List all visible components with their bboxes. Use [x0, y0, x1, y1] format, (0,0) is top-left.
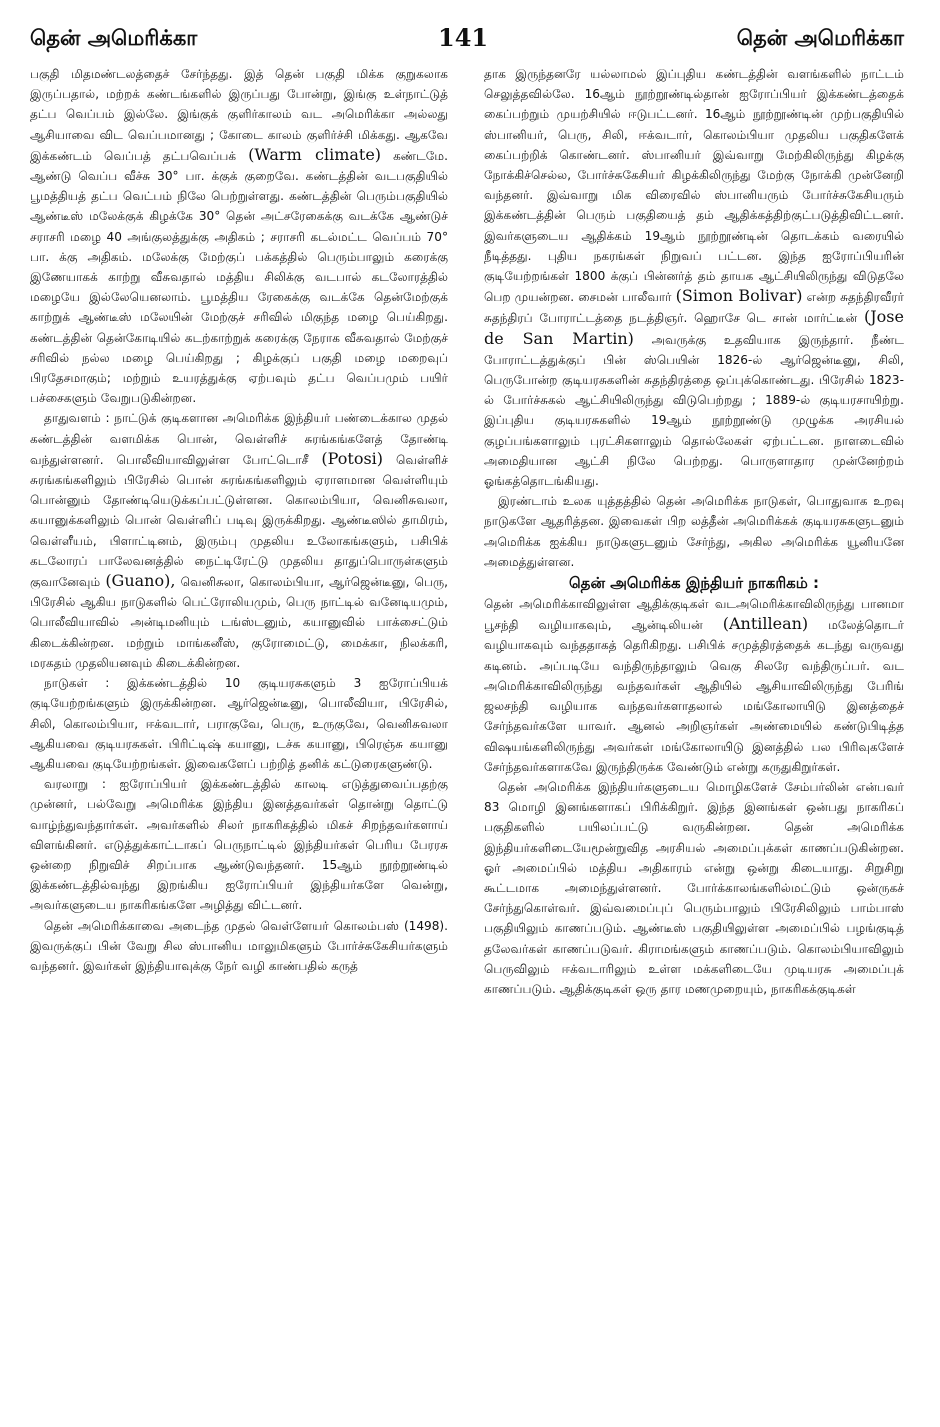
paragraph-world-war: இரண்டாம் உலக யுத்தத்தில் தென் அமெரிக்க நாடுகள், பொதுவாக உறவு நாடுகளே ஆதரித்தன. இவைகள் பிற லத்தீன் அமெரிக்கக் குடியரசுகளுடனும் அமெரிக்க ஐக்கிய நாடுகளுடனும் சேர்ந்து, அகில அமெரிக்க யூனியனே அமைத்துள்ளன.: [484, 494, 904, 569]
running-header-left: தென் அமெரிக்கா: [30, 26, 198, 50]
latin-term: (Potosi): [321, 448, 384, 468]
paragraph-text: தாக இருந்தனரே யல்லாமல் இப்புதிய கண்டத்தின் வளங்களில் நாட்டம் செலுத்தவில்லே. 16ஆம் நூற்றூண்டில்தான் ஐரோப்பியர் இக்கண்டத்தைக் கைப்பற்றும் முயற்சியில் ஈடுபட்டனர். 16ஆம் நூற்றூண்டின் முற்பகுதியில் ஸ்பானியர், பெரு, சிலி, ஈக்வடார், கொலம்பியா முதலிய பகுதிகளேக் கைப்பற்றிக் கொண்டனர். ஸ்பானியர் இவ்வாறு மேற்கிலிருந்து கிழக்கு நோக்கிச்செல்ல, போர்ச்சுகேசியர் கிழக்கிலிருந்து மேற்கு நோக்கி முன்னேறி வந்தனர். இவ்வாறு மிக விரைவில் ஸ்பானியரும் போர்ச்சுகேசியரும் இக்கண்டத்தின் பெரும் பகுதியைத் தம் ஆதிக்கத்திற்குட்படுத்திவிட்டனர். இவர்களுடைய ஆதிக்கம் 19ஆம் நூற்றூண்டின் தொடக்கம் வரையில் நீடித்தது. புதிய நகரங்கள் நிறுவப் பட்டன. இந்த ஐரோப்பியரின் குடியேற்றங்கள் 1800 க்குப் பின்னர்த் தம் தாயக ஆட்சியிலிருந்து விடுதலே பெற முயன்றன. சைமன் பாலீவார்: [484, 67, 904, 305]
paragraph-text: பகுதி மிதமண்டலத்தைச் சேர்ந்தது. இத் தென் பகுதி மிக்க குறுகலாக இருப்பதால், மற்றக் கண்டங்களில் இருப்பது போன்று, இங்கு உள்நாட்டுத் தட்ப வெப்பம் இல்லே. இங்குக் குளிர்காலம் வட அமெரிக்கா அல்லது ஆசியாவை விட வெப்பமானது ; கோடை காலம் குளிர்ச்சி மிக்கது. ஆகவே இக்கண்டம் வெப்பத் தட்பவெப்பக்: [30, 67, 448, 163]
paragraph-minerals: [30, 408, 448, 673]
paragraph-origins: [484, 594, 904, 777]
left-column: [30, 64, 448, 976]
paragraph-text: கண்டமே. ஆண்டு வெப்ப வீச்சு 30° பா. க்குக் குறைவே. கண்டத்தின் வடபகுதியில் பூமத்தியத் தட்ப வெட்பம் நிலே பெற்றுள்ளது. கண்டத்தின் பெரும்பகுதியில் ஆண்டீஸ் மலேக்குக் கிழக்கே 30° தென் அட்சரேகைக்கு வடக்கே ஆண்டுச் சராசரி மழை 40 அங்குலத்துக்கு அதிகம் ; சராசரி கடல்மட்ட வெப்பம் 70° பா. க்கு அதிகம். மலேக்கு மேற்குப் பக்கத்தில் பெரும்பாலும் கரைக்கு இணேயாகக் காற்று வீசுவதால் மத்திய சிலிக்கு வடபால் கடலோரத்தில் மழையே இல்லேயெனலாம். பூமத்திய ரேகைக்கு வடக்கே தென்மேற்குக் காற்றுக் ஆண்டீஸ் மலேயின் மேற்குச் சரிவில் மிகுந்த மழை பெய்கிறது. கண்டத்தின் தென்கோடியில் கடற்காற்றுக் கரைக்கு நேராக வீசுவதால் மேற்குச் சரிவில் நல்ல மழை பெய்கிறது ; கிழக்குப் பகுதி மழை மறைவுப் பிரதேசமாகும்; மற்றும் உயரத்துக்கு ஏற்பவும் தட்ப வெப்பமும் பயிர் பச்சைகளும் வேறுபடுகின்றன.: [30, 148, 448, 406]
latin-term: (Warm climate): [248, 144, 382, 164]
paragraph-text: தென் அமெரிக்காவிலுள்ள ஆதிக்குடிகள் வடஅமெரிக்காவிலிருந்து பானமா பூசந்தி வழியாகவும், ஆன்டிலியன்: [484, 597, 904, 633]
paragraph-history: வரலாறு : ஐரோப்பியர் இக்கண்டத்தில் காலடி எடுத்துவைப்பதற்கு முன்னர், பல்வேறு அமெரிக்க இந்திய இனத்தவர்கள் தொன்று தொட்டு வாழ்ந்துவந்தார்கள். அவர்களில் சிலர் நாகரிகத்தில் மிகச் சிறந்தவர்களாய் விளங்கினர். எடுத்துக்காட்டாகப் பெருநாட்டில் இந்தியர்கள் பெரிய பேரரசு ஒன்றை நிறுவிச் சிறப்பாக ஆண்டுவந்தனர். 15ஆம் நூற்றூண்டில் இக்கண்டத்தில்வந்து இறங்கிய ஐரோப்பியர் இந்தியர்களே வென்று, அவர்களுடைய நாகரிகங்களே அழித்து விட்டனர்.: [30, 777, 448, 913]
paragraph-text: அவருக்கு உதவியாக இருந்தார். நீண்ட போராட்டத்துக்குப் பின் ஸ்பெயின் 1826-ல் ஆர்ஜென்டீனு, சிலி, பெருபோன்ற குடியரசுகளின் சுதந்திரத்தை ஒப்புக்கொண்டது. பிரேசில் 1823-ல் போர்ச்சுகல் ஆட்சியிலிருந்து விடுபெற்றது ; 1889-ல் குடியரசாயிற்று. இப்புதிய குடியரசுகளில் 19ஆம் நூற்றூண்டு முழுக்க அரசியல் குழப்பங்களாலும் புரட்சிகளாலும் தொல்லேகள் ஏற்பட்டன. நாளடைவில் அமைதியான ஆட்சி நிலே பெற்றது. பொருளாதார முன்னேற்றம் ஓங்கத்தொடங்கியது.: [484, 332, 904, 489]
section-heading: தென் அமெரிக்க இந்தியர் நாகரிகம் :: [569, 574, 819, 593]
latin-term: (Simon Bolivar): [675, 286, 803, 306]
paragraph-countries: நாடுகள் : இக்கண்டத்தில் 10 குடியரசுகளும் 3 ஐரோப்பியக் குடியேற்றங்களும் இருக்கின்றன. ஆர்ஜென்டீனு, பொலீவியா, பிரேசில், சிலி, கொலம்பியா, ஈக்வடார், பராகுவே, பெரு, உருகுவே, வெனிசுவலா ஆகியவை குடியரசுகள். பிரிட்டிஷ் கயானு, டச்சு கயானு, பிரெஞ்சு கயானு ஆகியவை குடியேற்றங்கள். இவைகளேப் பற்றித் தனிக் கட்டுரைகளுண்டு.: [30, 676, 448, 771]
paragraph-text: வெள்ளிச் சுரங்கங்களிலும் பிரேசில் பொன் சுரங்கங்களிலும் ஏராளமான வெள்ளியும் பொன்னும் தோண்டியெடுக்கப்பட்டுள்ளன. கொலம்பியா, வெனிசுவலா, கயானுக்களிலும் பொன் வெள்ளிப் படிவு இருக்கிறது. ஆண்டீஸில் தாமிரம், வெள்ளீயம், பிளாட்டினம், இரும்பு முதலிய உலோகங்களும், பசிபிக் கடலோரப் பாலேவனத்தில் நைட்டிரேட்டு முதலிய தாதுப்பொருள்களும் குவானேவும்: [30, 452, 448, 590]
latin-term: (Guano),: [105, 571, 176, 591]
right-column: [484, 64, 904, 999]
paragraph-languages: தென் அமெரிக்க இந்தியர்களுடைய மொழிகளேச் சேம்பர்லின் என்பவர் 83 மொழி இனங்களாகப் பிரிக்கிறுர். இந்த இனங்கள் ஒன்பது நாகரிகப் பகுதிகளில் பயிலப்பட்டு வருகின்றன. தென் அமெரிக்க இந்தியர்களிடையேமூன்றுவித அரசியல் அமைப்புக்கள் காணப்படுகின்றன. ஓர் அமைப்பில் மத்திய அதிகாரம் என்று ஒன்று கிடையாது. சிறுசிறு கூட்டமாக அமைந்துள்ளனர். போர்க்காலங்களில்மட்டும் ஒன்ருகச் சேர்ந்துகொள்வர். இவ்வமைப்புப் பெரும்பாலும் பிரேசிலிலும் பாம்பாஸ் பகுதியிலும் காணப்படும். ஆண்டீஸ் பகுதியிலுள்ள அமைப்பில் பழங்குடித் தலேவர்கள் காணப்படுவர். கிராமங்களும் காணப்படும். கொலம்பியாவிலும் பெருவிலும் ஈக்வடாரிலும் உள்ள மக்களிடையே முடியரசு அமைப்புக் காணப்படும். ஆதிக்குடிகள் ஒரு தார மணமுறையும், நாகரிகக்குடிகள்: [484, 779, 904, 996]
paragraph-text: என்ற சுதந்திரவீரர் சுதந்திரப் போராட்டத்தை நடத்திஞர். ஹொசே டெ சான் மார்ட்டீன்: [484, 290, 904, 326]
paragraph-colonization: [484, 64, 904, 491]
running-header-right: தென் அமெரிக்கா: [736, 26, 904, 50]
paragraph-columbus: தென் அமெரிக்காவை அடைந்த முதல் வெள்ளேயர் கொலம்பஸ் (1498). இவருக்குப் பின் வேறு சில ஸ்பானிய மாலுமிகளும் போர்ச்சுகேசியர்களும் வந்தனர். இவர்கள் இந்தியாவுக்கு நேர் வழி காண்பதில் கருத்: [30, 918, 448, 973]
paragraph-text: தாதுவளம் : நாட்டுக் குடிகளான அமெரிக்க இந்தியர் பண்டைக்கால முதல் கண்டத்தின் வளமிக்க பொன், வெள்ளிச் சுரங்கங்களேத் தோண்டி வந்துள்ளனர். பொலீவியாவிலுள்ள போட்டொசீ: [30, 411, 448, 467]
paragraph-climate: [30, 64, 448, 408]
page-number: 141: [438, 23, 489, 52]
paragraph-text: வெனிசுலா, கொலம்பியா, ஆர்ஜென்டீனு, பெரு, பிரேசில் ஆகிய நாடுகளில் பெட்ரோலியமும், பெரு நாட்டில் வனேடியமும், பொலீவியாவில் அன்டிமனியும் டங்ஸ்டனும், கயானுவில் பாக்சைட்டும் கிடைக்கின்றன. மற்றும் மாங்கனீஸ், குரோமைட்டு, மைக்கா, நிலக்கரி, மரகதம் முதலியனவும் கிடைக்கின்றன.: [30, 575, 448, 670]
latin-term: (Antillean): [722, 614, 809, 634]
latin-term: (Jose de San Martin): [484, 307, 904, 348]
paragraph-text: மலேத்தொடர் வழியாகவும் வந்ததாகத் தெரிகிறது. பசிபிக் சமுத்திரத்தைக் கடந்து வருவது கடினம். அப்படியே வந்திருந்தாலும் வெகு சிலரே வந்திருப்பர். வட அமெரிக்காவிலிருந்து வந்தவர்கள் ஆதியில் ஆசியாவிலிருந்து பேரிங் ஜலசந்தி வழியாக வந்தவர்களாதலால் மங்கோலாயிடு இனத்தைச் சேர்ந்தவர்களே யாவர். ஆனல் அறிஞர்கள் அண்மையில் கண்டுபிடித்த விஷயங்களிலிருந்து அவர்கள் மங்கோலாயிடு இனத்தில் பல பிரிவுகளேச் சேர்ந்தவர்களாகவே இருந்திருக்க வேண்டும் என்று கருதுகிறுர்கள்.: [484, 618, 904, 774]
